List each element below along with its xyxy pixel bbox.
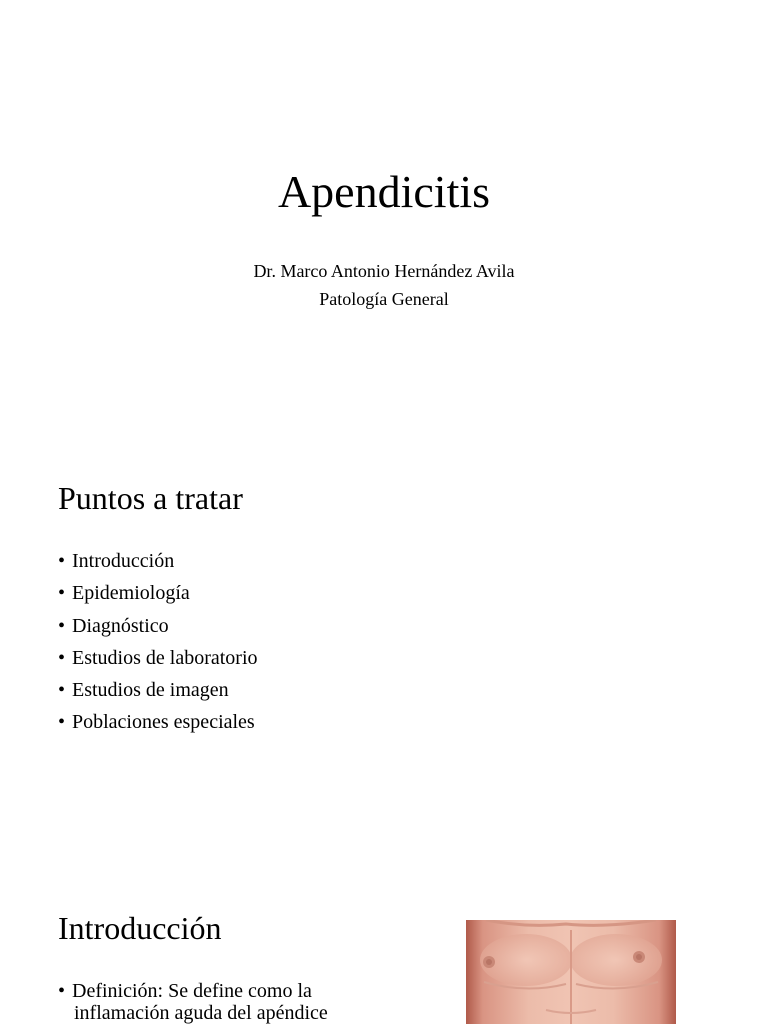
definition-line-2: inflamación aguda del apéndice	[74, 1002, 328, 1024]
agenda-list	[58, 545, 258, 739]
intro-heading: Introducción	[58, 910, 222, 946]
slide-title	[0, 0, 768, 432]
torso-illustration-icon	[466, 920, 676, 1024]
list-item: • Estudios de laboratorio	[58, 642, 258, 674]
list-item: • Estudios de imagen	[58, 674, 258, 706]
author-name: Dr. Marco Antonio Hernández Avila	[253, 261, 515, 281]
definition-line-1: Definición: Se define como la	[72, 980, 312, 1002]
list-item: • Poblaciones especiales	[58, 706, 258, 738]
list-item: • Introducción	[58, 545, 258, 577]
course-name: Patología General	[319, 289, 449, 309]
list-item: • Diagnóstico	[58, 610, 258, 642]
bullet-icon: •	[58, 679, 66, 702]
definition-bullet	[58, 980, 378, 1024]
bullet-icon: •	[58, 646, 66, 669]
presentation-title: Apendicitis	[277, 166, 491, 217]
slide-introduction	[0, 864, 768, 1024]
agenda-heading: Puntos a tratar	[58, 480, 243, 516]
bullet-icon: •	[58, 711, 66, 734]
bullet-icon: •	[58, 614, 66, 637]
bullet-icon: •	[58, 980, 66, 1002]
bullet-icon: •	[58, 582, 66, 605]
bullet-icon: •	[58, 550, 66, 572]
slide-agenda	[0, 432, 768, 864]
list-item: • Epidemiología	[58, 577, 258, 609]
